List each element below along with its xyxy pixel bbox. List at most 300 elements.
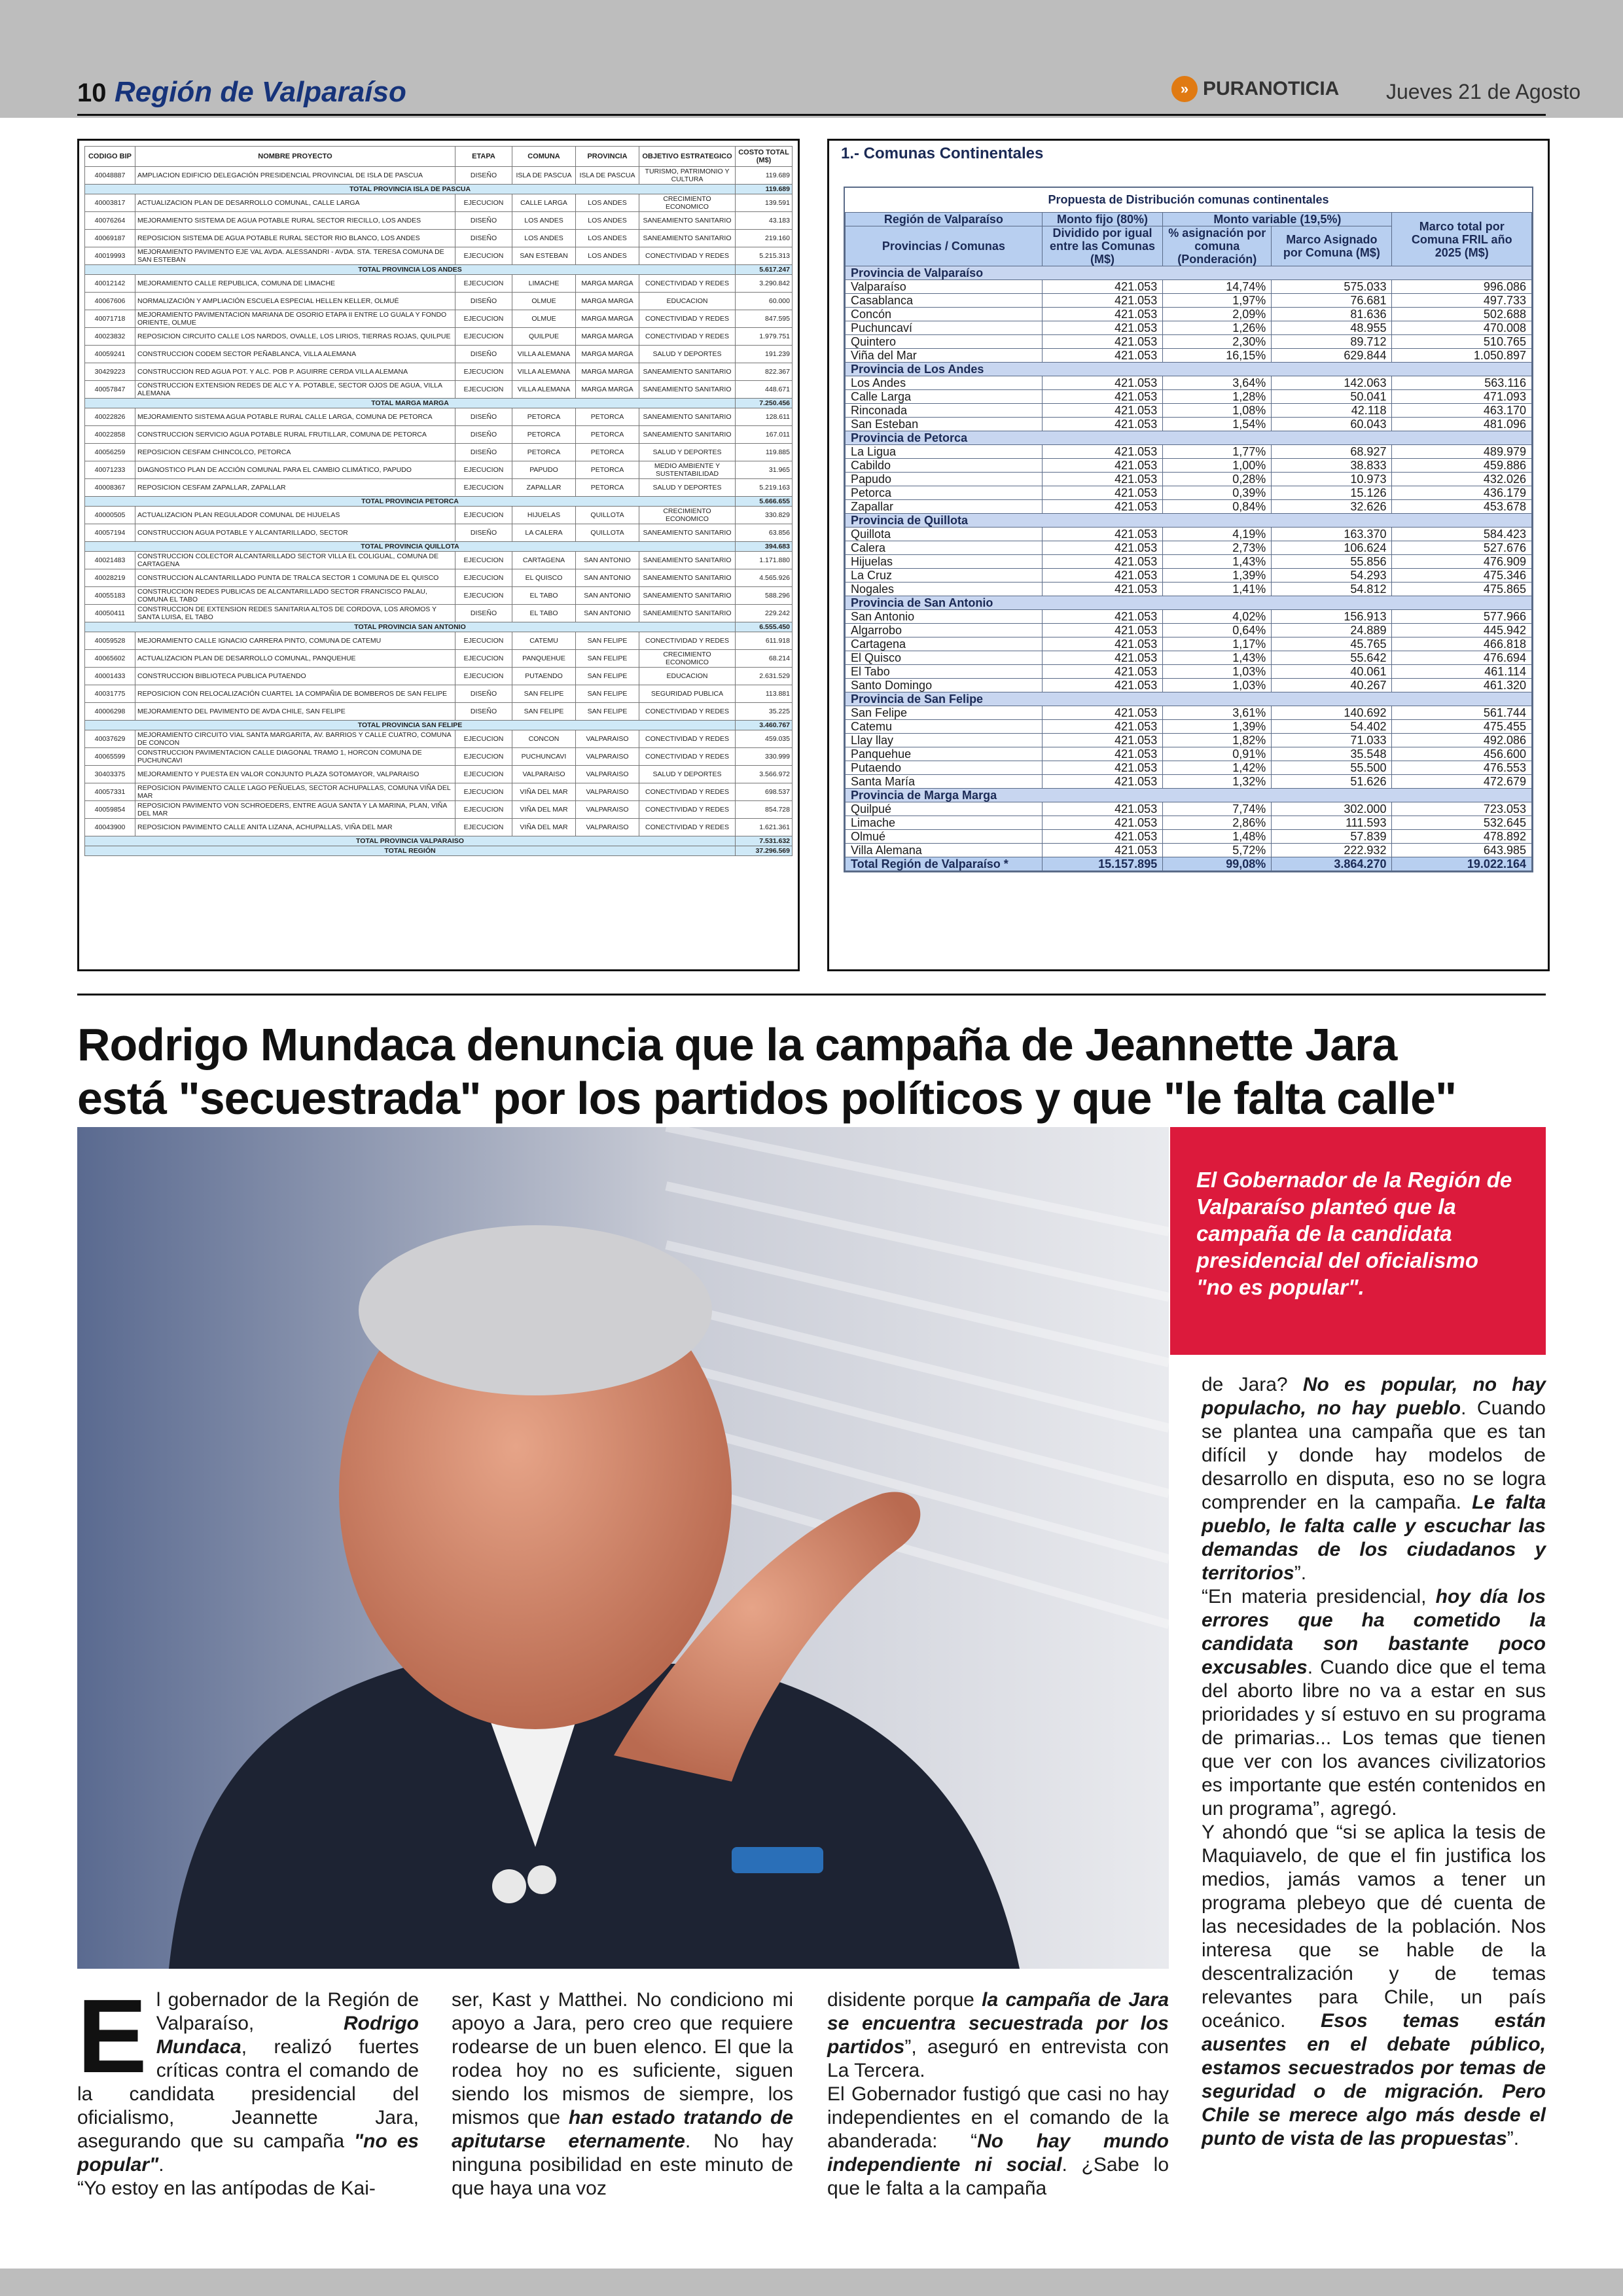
commune-value: 421.053 [1042,569,1162,583]
total-value: 3.460.767 [736,721,793,730]
body-text: ser, Kast y Matthei. No condiciono mi apoyo a Jara, pero creo que requiere rodearse de un buen elenco. El que la rodea hoy no es suficiente, siguen siendo los mismos de siempre, los mismos que [452,1989,793,2128]
projects-row [85,587,793,605]
commune-row [846,294,1532,308]
total-value: 394.683 [736,542,793,552]
total-value: 6.555.450 [736,622,793,632]
commune-value: 476.694 [1392,651,1532,665]
commune-row [846,335,1532,349]
projects-cell: SANEAMIENTO SANITARIO [639,524,736,542]
projects-cell: VILLA ALEMANA [512,346,576,363]
commune-value: 629.844 [1272,349,1392,363]
commune-row [846,844,1532,857]
projects-cell: SAN FELIPE [576,668,639,685]
commune-value: 723.053 [1392,802,1532,816]
projects-cell: MEJORAMIENTO PAVIMENTACION MARIANA DE OSORIO ETAPA II ENTRE LO GUALA Y FONDO ORIENTE, OLMUE [135,310,455,328]
projects-cell: MEJORAMIENTO PAVIMENTO EJE VAL AVDA. ALESSANDRI - AVDA. STA. TERESA COMUNA DE SAN ESTEBAN [135,247,455,265]
projects-cell: EDUCACION [639,668,736,685]
projects-cell: ISLA DE PASCUA [512,167,576,185]
projects-total-row [85,836,793,846]
commune-value: 996.086 [1392,280,1532,294]
projects-cell: 40057194 [85,524,135,542]
commune-value: 475.455 [1392,720,1532,734]
article-photo [77,1127,1169,1969]
projects-cell: MARGA MARGA [576,363,639,381]
projects-cell: EJECUCION [455,328,512,346]
commune-value: 421.053 [1042,802,1162,816]
commune-name: Villa Alemana [846,844,1043,857]
total-value: 5.617.247 [736,265,793,275]
projects-cell: EJECUCION [455,507,512,524]
total-label: TOTAL PROVINCIA LOS ANDES [85,265,736,275]
projects-row [85,310,793,328]
commune-name: Quillota [846,528,1043,541]
commune-name: Quintero [846,335,1043,349]
projects-cell: EJECUCION [455,310,512,328]
commune-row [846,665,1532,679]
commune-value: 421.053 [1042,844,1162,857]
province-row [846,363,1532,376]
commune-value: 421.053 [1042,321,1162,335]
projects-cell: VALPARAISO [576,801,639,819]
commune-value: 584.423 [1392,528,1532,541]
projects-cell: SALUD Y DEPORTES [639,479,736,497]
projects-cell: 854.728 [736,801,793,819]
projects-cell: 128.611 [736,408,793,426]
projects-cell: 63.856 [736,524,793,542]
projects-row [85,194,793,212]
projects-cell: CATEMU [512,632,576,650]
projects-row [85,783,793,801]
projects-cell: LOS ANDES [576,194,639,212]
commune-value: 1,00% [1163,459,1272,473]
col-fijo: Monto fijo (80%) [1042,213,1162,226]
commune-value: 456.600 [1392,747,1532,761]
projects-cell: DISEÑO [455,444,512,461]
projects-total-row [85,185,793,194]
body-column-4 [1202,1373,1546,2151]
projects-cell: VALPARAISO [576,730,639,748]
commune-name: Rinconada [846,404,1043,418]
projects-cell: MEJORAMIENTO CALLE IGNACIO CARRERA PINTO, COMUNA DE CATEMU [135,632,455,650]
projects-cell: EJECUCION [455,479,512,497]
body-text: . Cuando se plantea una campaña que es tan difícil y donde hay modelos de desarrollo en disputa, eso no se logra comprender en la campaña. [1202,1397,1546,1513]
projects-row [85,703,793,721]
projects-cell: 448.671 [736,381,793,399]
projects-cell: EJECUCION [455,363,512,381]
commune-name: Quilpué [846,802,1043,816]
region-total-label: Total Región de Valparaíso * [846,857,1043,871]
commune-value: 475.346 [1392,569,1532,583]
projects-cell: EJECUCION [455,730,512,748]
projects-cell: 40071718 [85,310,135,328]
projects-cell: EJECUCION [455,552,512,569]
projects-cell: 30429223 [85,363,135,381]
commune-value: 1,43% [1163,555,1272,569]
commune-value: 50.041 [1272,390,1392,404]
projects-cell: 1.979.751 [736,328,793,346]
projects-cell: MEJORAMIENTO Y PUESTA EN VALOR CONJUNTO PLAZA SOTOMAYOR, VALPARAISO [135,766,455,783]
projects-cell: CONECTIVIDAD Y REDES [639,703,736,721]
province-row [846,596,1532,610]
col-marco: Marco Asignado por Comuna (M$) [1272,226,1392,266]
projects-cell: DISEÑO [455,685,512,703]
commune-name: Casablanca [846,294,1043,308]
projects-cell: LA CALERA [512,524,576,542]
total-value: 7.250.456 [736,399,793,408]
commune-value: 2,30% [1163,335,1272,349]
projects-cell: 35.225 [736,703,793,721]
projects-cell: DISEÑO [455,230,512,247]
projects-col-header: CODIGO BIP [85,147,135,167]
commune-row [846,583,1532,596]
projects-cell: CONSTRUCCION SERVICIO AGUA POTABLE RURAL FRUTILLAR, COMUNA DE PETORCA [135,426,455,444]
body-text: . No hay ninguna posibilidad en este minuto de que haya una voz [452,2130,793,2199]
projects-cell: ZAPALLAR [512,479,576,497]
projects-cell: CRECIMIENTO ECONOMICO [639,507,736,524]
projects-col-header: COSTO TOTAL (M$) [736,147,793,167]
commune-value: 4,19% [1163,528,1272,541]
projects-cell: 40065599 [85,748,135,766]
commune-value: 76.681 [1272,294,1392,308]
emphasis-text: Rodrigo Mundaca [156,2013,419,2058]
commune-value: 1,48% [1163,830,1272,844]
commune-row [846,555,1532,569]
projects-cell: PETORCA [512,408,576,426]
projects-cell: SAN ESTEBAN [512,247,576,265]
province-name: Provincia de San Felipe [846,692,1532,706]
commune-value: 54.293 [1272,569,1392,583]
projects-cell: MEJORAMIENTO CIRCUITO VIAL SANTA MARGARITA, AV. BARRIOS Y CALLE CUATRO, COMUNA DE CONCON [135,730,455,748]
projects-cell: SALUD Y DEPORTES [639,444,736,461]
projects-cell: SANEAMIENTO SANITARIO [639,230,736,247]
projects-cell: CONECTIVIDAD Y REDES [639,310,736,328]
body-text: “Yo estoy en las antípodas de Kai- [77,2178,376,2199]
projects-row [85,444,793,461]
body-text: El Gobernador fustigó que casi no hay independientes en el comando de la abanderada: “ [827,2083,1169,2152]
projects-cell: VALPARAISO [576,748,639,766]
section-title: Región de Valparaíso [115,76,406,108]
commune-name: Limache [846,816,1043,830]
projects-cell: 40056259 [85,444,135,461]
commune-row [846,734,1532,747]
projects-row [85,212,793,230]
projects-cell: CONSTRUCCION ALCANTARILLADO PUNTA DE TRALCA SECTOR 1 COMUNA DE EL QUISCO [135,569,455,587]
commune-value: 421.053 [1042,747,1162,761]
commune-row [846,610,1532,624]
total-label: TOTAL PROVINCIA SAN FELIPE [85,721,736,730]
projects-cell: 167.011 [736,426,793,444]
projects-cell: 40008367 [85,479,135,497]
commune-value: 1,26% [1163,321,1272,335]
commune-value: 38.833 [1272,459,1392,473]
body-text: ”. [1294,1562,1307,1584]
projects-cell: LOS ANDES [512,230,576,247]
commune-value: 1,43% [1163,651,1272,665]
body-text: . ¿Sabe lo que le falta a la campaña [827,2154,1169,2199]
commune-value: 481.096 [1392,418,1532,431]
projects-cell: 40022858 [85,426,135,444]
commune-value: 140.692 [1272,706,1392,720]
projects-cell: DISEÑO [455,426,512,444]
commune-value: 81.636 [1272,308,1392,321]
fril-table [845,212,1532,871]
projects-row [85,230,793,247]
projects-cell: AMPLIACION EDIFICIO DELEGACIÓN PRESIDENCIAL PROVINCIAL DE ISLA DE PASCUA [135,167,455,185]
projects-cell: REPOSICION CESFAM CHINCOLCO, PETORCA [135,444,455,461]
total-label: TOTAL PROVINCIA ISLA DE PASCUA [85,185,736,194]
projects-cell: SAN FELIPE [576,703,639,721]
commune-value: 1,32% [1163,775,1272,789]
commune-value: 489.979 [1392,445,1532,459]
lead-text: El Gobernador de la Región de Valparaíso planteó que la campaña de la candidata presidencial del oficialismo "no es popular". [1196,1168,1512,1299]
province-name: Provincia de Valparaíso [846,266,1532,280]
projects-cell: 5.215.313 [736,247,793,265]
headline-line-2: está "secuestrada" por los partidos políticos y que "le falta calle" [77,1073,1457,1124]
commune-value: 432.026 [1392,473,1532,486]
commune-value: 421.053 [1042,816,1162,830]
commune-row [846,816,1532,830]
commune-value: 1,42% [1163,761,1272,775]
commune-value: 421.053 [1042,376,1162,390]
commune-name: Zapallar [846,500,1043,514]
commune-value: 421.053 [1042,775,1162,789]
commune-name: Panquehue [846,747,1043,761]
projects-cell: 2.631.529 [736,668,793,685]
commune-value: 421.053 [1042,294,1162,308]
emphasis-text: hoy día los errores que ha cometido la candidata son bastante poco excusables [1202,1586,1546,1678]
projects-cell: EJECUCION [455,569,512,587]
commune-value: 470.008 [1392,321,1532,335]
col-provincias: Provincias / Comunas [846,226,1043,266]
projects-cell: ACTUALIZACION PLAN DE DESARROLLO COMUNAL, PANQUEHUE [135,650,455,668]
projects-cell: SANEAMIENTO SANITARIO [639,381,736,399]
projects-cell: 3.290.842 [736,275,793,293]
projects-cell: 40028219 [85,569,135,587]
commune-value: 421.053 [1042,280,1162,294]
commune-row [846,637,1532,651]
commune-name: Cabildo [846,459,1043,473]
commune-row [846,802,1532,816]
commune-name: Concón [846,308,1043,321]
section-rule [77,994,1546,996]
projects-cell: VILLA ALEMANA [512,363,576,381]
commune-value: 459.886 [1392,459,1532,473]
body-text: , realizó fuertes críticas contra el comando de la candidata presidencial del oficialismo, Jeannette Jara, asegurando que su campaña [77,2036,419,2152]
commune-value: 55.856 [1272,555,1392,569]
projects-cell: 139.591 [736,194,793,212]
commune-name: Santo Domingo [846,679,1043,692]
projects-cell: 847.595 [736,310,793,328]
projects-cell: EJECUCION [455,381,512,399]
projects-total-row [85,622,793,632]
commune-value: 563.116 [1392,376,1532,390]
commune-row [846,308,1532,321]
commune-value: 421.053 [1042,706,1162,720]
commune-name: Olmué [846,830,1043,844]
commune-name: Los Andes [846,376,1043,390]
projects-cell: VALPARAISO [512,766,576,783]
projects-cell: PAPUDO [512,461,576,479]
commune-value: 0,64% [1163,624,1272,637]
bottom-band [0,2269,1623,2296]
headline-line-1: Rodrigo Mundaca denuncia que la campaña de Jeannette Jara [77,1019,1397,1070]
projects-cell: OLMUE [512,310,576,328]
commune-row [846,321,1532,335]
commune-value: 1,03% [1163,679,1272,692]
emphasis-text: "no es popular" [77,2130,419,2176]
projects-cell: 43.183 [736,212,793,230]
projects-cell: VALPARAISO [576,783,639,801]
projects-cell: 3.566.972 [736,766,793,783]
commune-value: 1,03% [1163,665,1272,679]
projects-cell: SANEAMIENTO SANITARIO [639,408,736,426]
projects-cell: EJECUCION [455,748,512,766]
commune-value: 1,54% [1163,418,1272,431]
commune-row [846,280,1532,294]
projects-cell: SAN FELIPE [576,632,639,650]
projects-row [85,650,793,668]
projects-cell: EJECUCION [455,275,512,293]
commune-value: 421.053 [1042,418,1162,431]
projects-cell: DISEÑO [455,605,512,622]
emphasis-text: han estado tratando de apitutarse eternamente [452,2107,793,2152]
col-variable: Monto variable (19,5%) [1163,213,1392,226]
projects-cell: SALUD Y DEPORTES [639,346,736,363]
projects-cell: SEGURIDAD PUBLICA [639,685,736,703]
commune-value: 40.061 [1272,665,1392,679]
commune-name: Calera [846,541,1043,555]
commune-value: 475.865 [1392,583,1532,596]
projects-cell: MEJORAMIENTO CALLE REPUBLICA, COMUNA DE LIMACHE [135,275,455,293]
projects-col-header: COMUNA [512,147,576,167]
projects-row [85,426,793,444]
projects-cell: 459.035 [736,730,793,748]
region-total-row [846,857,1532,871]
commune-row [846,376,1532,390]
projects-cell: CONECTIVIDAD Y REDES [639,328,736,346]
projects-total-row [85,399,793,408]
province-row [846,514,1532,528]
projects-cell: 68.214 [736,650,793,668]
article-headline [77,1018,1556,1125]
total-label: TOTAL MARGA MARGA [85,399,736,408]
province-name: Provincia de Los Andes [846,363,1532,376]
projects-total-row [85,265,793,275]
commune-row [846,473,1532,486]
projects-cell: PETORCA [576,461,639,479]
commune-name: Papudo [846,473,1043,486]
projects-cell: QUILPUE [512,328,576,346]
commune-name: El Tabo [846,665,1043,679]
body-text: l gobernador de la Región de Valparaíso, [156,1989,419,2034]
projects-total-row [85,846,793,856]
commune-row [846,624,1532,637]
projects-cell: EL QUISCO [512,569,576,587]
body-text: . [158,2154,164,2176]
emphasis-text: No es popular, no hay populacho, no hay pueblo [1202,1374,1546,1419]
body-text: ”. [1507,2128,1520,2149]
projects-cell: CONSTRUCCION REDES PUBLICAS DE ALCANTARILLADO SECTOR FRANCISCO PALAU, COMUNA EL TABO [135,587,455,605]
projects-cell: 40065602 [85,650,135,668]
projects-cell: SAN FELIPE [512,685,576,703]
commune-name: Santa María [846,775,1043,789]
commune-row [846,775,1532,789]
commune-value: 421.053 [1042,500,1162,514]
projects-cell: PETORCA [576,479,639,497]
projects-row [85,766,793,783]
projects-cell: 40069187 [85,230,135,247]
commune-name: Calle Larga [846,390,1043,404]
projects-cell: CONSTRUCCION COLECTOR ALCANTARILLADO SECTOR VILLA EL COLIGUAL, COMUNA DE CARTAGENA [135,552,455,569]
projects-cell: CONECTIVIDAD Y REDES [639,275,736,293]
province-row [846,431,1532,445]
projects-cell: SAN ANTONIO [576,587,639,605]
commune-row [846,720,1532,734]
projects-cell: 40067606 [85,293,135,310]
projects-cell: SAN ANTONIO [576,569,639,587]
commune-value: 45.765 [1272,637,1392,651]
projects-cell: 40000505 [85,507,135,524]
projects-row [85,685,793,703]
region-total-value: 3.864.270 [1272,857,1392,871]
projects-cell: 698.537 [736,783,793,801]
projects-col-header: OBJETIVO ESTRATEGICO [639,147,736,167]
projects-cell: DISEÑO [455,524,512,542]
body-text-3 [827,1988,1169,2200]
commune-value: 421.053 [1042,528,1162,541]
commune-value: 421.053 [1042,390,1162,404]
projects-cell: 40001433 [85,668,135,685]
projects-cell: EJECUCION [455,632,512,650]
commune-value: 643.985 [1392,844,1532,857]
commune-value: 35.548 [1272,747,1392,761]
commune-value: 68.927 [1272,445,1392,459]
projects-cell: SANEAMIENTO SANITARIO [639,212,736,230]
projects-cell: DISEÑO [455,212,512,230]
commune-value: 0,84% [1163,500,1272,514]
projects-cell: SANEAMIENTO SANITARIO [639,363,736,381]
projects-cell: SANEAMIENTO SANITARIO [639,569,736,587]
projects-cell: DISEÑO [455,293,512,310]
projects-cell: SANEAMIENTO SANITARIO [639,605,736,622]
commune-value: 2,73% [1163,541,1272,555]
commune-value: 1,39% [1163,720,1272,734]
projects-cell: 40003817 [85,194,135,212]
projects-row [85,346,793,363]
col-asignacion: % asignación por comuna (Ponderación) [1163,226,1272,266]
commune-row [846,349,1532,363]
commune-value: 1,97% [1163,294,1272,308]
commune-value: 421.053 [1042,486,1162,500]
commune-value: 478.892 [1392,830,1532,844]
projects-row [85,524,793,542]
projects-cell: 330.829 [736,507,793,524]
commune-value: 222.932 [1272,844,1392,857]
commune-value: 5,72% [1163,844,1272,857]
projects-cell: 40012142 [85,275,135,293]
projects-cell: CARTAGENA [512,552,576,569]
commune-value: 421.053 [1042,308,1162,321]
commune-value: 1,08% [1163,404,1272,418]
commune-value: 421.053 [1042,679,1162,692]
projects-table-frame [77,139,800,971]
projects-cell: 60.000 [736,293,793,310]
projects-cell: REPOSICION PAVIMENTO VON SCHROEDERS, ENTRE AGUA SANTA Y LA MARINA, PLAN, VIÑA DEL MAR [135,801,455,819]
projects-cell: CONECTIVIDAD Y REDES [639,632,736,650]
commune-value: 436.179 [1392,486,1532,500]
projects-cell: LIMACHE [512,275,576,293]
commune-value: 453.678 [1392,500,1532,514]
